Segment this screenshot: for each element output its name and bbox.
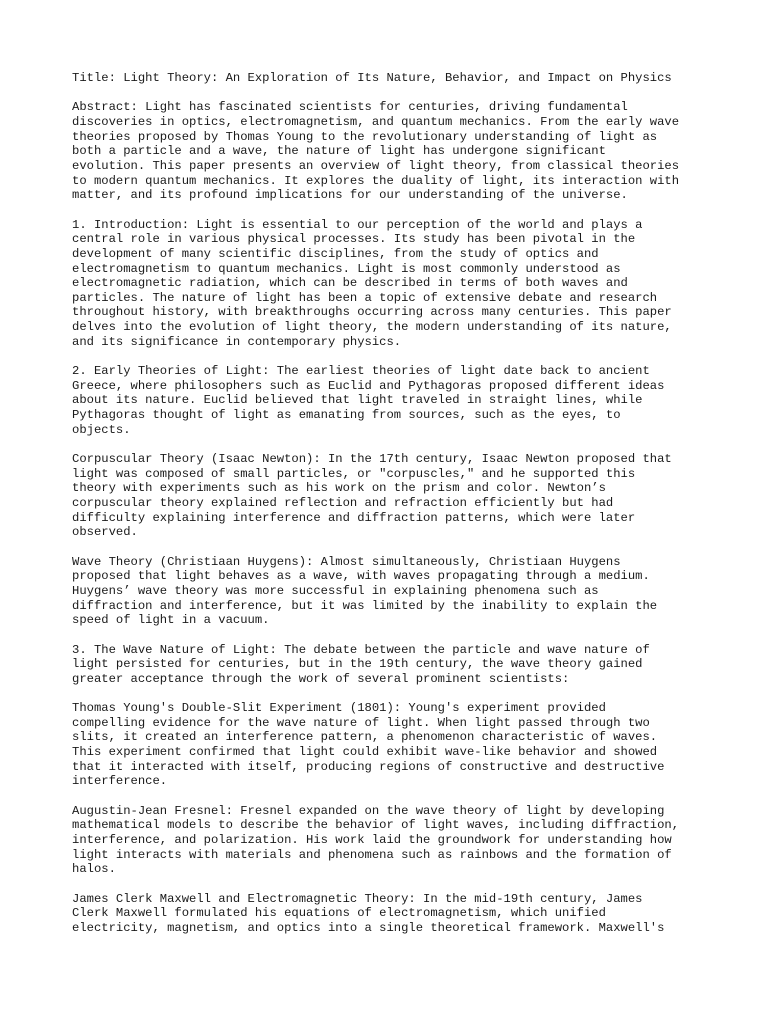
maxwell-paragraph: James Clerk Maxwell and Electromagnetic Theory: In the mid-19th century, James Clerk Maxwell formulated his equations of electromagnetism, which unified electricity, magnetism, and optics into a single theoretical framework. Maxwell's xyxy=(72,891,665,935)
wave-theory-paragraph: Wave Theory (Christiaan Huygens): Almost simultaneously, Christiaan Huygens proposed that light behaves as a wave, with waves propagating through a medium. Huygens’ wave theory was more successful in explaining phenomena such as diffraction and interference, but it was limited by the inability to explain the speed of light in a vacuum. xyxy=(72,554,658,628)
title-paragraph: Title: Light Theory: An Exploration of Its Nature, Behavior, and Impact on Physics xyxy=(72,71,672,85)
abstract-paragraph: Abstract: Light has fascinated scientists for centuries, driving fundamental discoveries in optics, electromagnetism, and quantum mechanics. From the early wave theories proposed by Thomas Young to the revolutionary understanding of light as both a particle and a wave, the nature of light has undergone significant evolution. This paper presents an overview of light theory, from classical theories to modern quantum mechanics. It explores the duality of light, its interaction with matter, and its profound implications for our understanding of the universe. xyxy=(72,100,680,203)
introduction-paragraph: 1. Introduction: Light is essential to our perception of the world and plays a central role in various physical processes. Its study has been pivotal in the development of many scientific disciplines, from the study of optics and electromagnetism to quantum mechanics. Light is most commonly understood as electromagnetic radiation, which can be described in terms of both waves and particles. The nature of light has been a topic of extensive debate and research throughout history, with breakthroughs occurring across many centuries. This paper delves into the evolution of light theory, the modern understanding of its nature, and its significance in contemporary physics. xyxy=(72,217,672,349)
young-experiment-paragraph: Thomas Young's Double-Slit Experiment (1801): Young's experiment provided compelling evidence for the wave nature of light. When light passed through two slits, it created an interference pattern, a phenomenon characteristic of waves. This experiment confirmed that light could exhibit wave-like behavior and showed that it interacted with itself, producing regions of constructive and destructive interference. xyxy=(72,701,665,789)
early-theories-paragraph: 2. Early Theories of Light: The earliest theories of light date back to ancient Greece, where philosophers such as Euclid and Pythagoras proposed different ideas about its nature. Euclid believed that light traveled in straight lines, while Pythagoras thought of light as emanating from sources, such as the eyes, to objects. xyxy=(72,364,665,437)
document-page xyxy=(72,71,712,950)
fresnel-paragraph: Augustin-Jean Fresnel: Fresnel expanded on the wave theory of light by developing mathematical models to describe the behavior of light waves, including diffraction, interference, and polarization. His work laid the groundwork for understanding how light interacts with materials and phenomena such as rainbows and the formation of halos. xyxy=(72,803,680,877)
corpuscular-theory-paragraph: Corpuscular Theory (Isaac Newton): In the 17th century, Isaac Newton proposed that light was composed of small particles, or "corpuscles," and he supported this theory with experiments such as his work on the prism and color. Newton’s corpuscular theory explained reflection and refraction efficiently but had difficulty explaining interference and diffraction patterns, which were later observed. xyxy=(72,452,672,540)
wave-nature-paragraph: 3. The Wave Nature of Light: The debate between the particle and wave nature of light persisted for centuries, but in the 19th century, the wave theory gained greater acceptance through the work of several prominent scientists: xyxy=(72,642,650,686)
